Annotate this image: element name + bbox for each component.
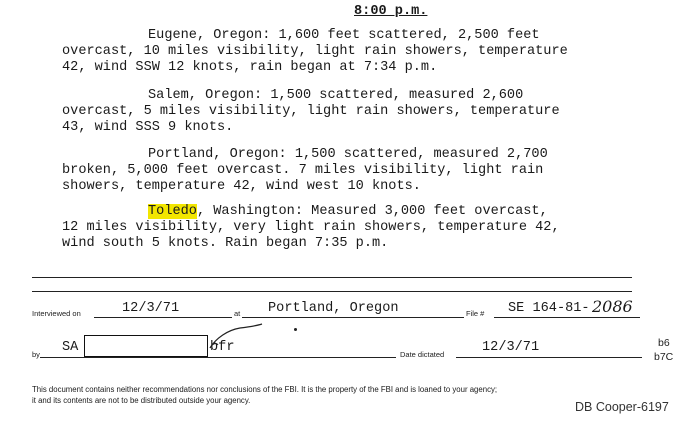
weather-report-eugene bbox=[62, 28, 622, 76]
field-underline bbox=[494, 317, 640, 318]
interviewed-on-value: 12/3/71 bbox=[122, 301, 180, 316]
exemption-code-b7c: b7C bbox=[654, 351, 674, 363]
report-line: 12 miles visibility, very light rain showers, temperature 42, bbox=[62, 220, 560, 235]
weather-report-portland bbox=[62, 147, 622, 195]
report-line: overcast, 5 miles visibility, light rain showers, temperature bbox=[62, 104, 560, 119]
redaction-box bbox=[84, 335, 208, 357]
interviewed-on-label: Interviewed on bbox=[32, 309, 81, 318]
separator-line bbox=[32, 277, 632, 278]
file-number-label: File # bbox=[466, 309, 485, 318]
file-number-value: SE 164-81- bbox=[508, 301, 590, 316]
date-dictated-value: 12/3/71 bbox=[482, 340, 540, 355]
at-value: Portland, Oregon bbox=[268, 301, 399, 316]
weather-report-salem bbox=[62, 88, 622, 136]
report-line: 42, wind SSW 12 knots, rain began at 7:34 p.m. bbox=[62, 60, 438, 75]
weather-report-toledo bbox=[62, 204, 622, 252]
report-first-line: Toledo, Washington: Measured 3,000 feet overcast, bbox=[148, 204, 548, 219]
disclaimer-line-2: it and its contents are not to be distributed outside your agency. bbox=[32, 396, 251, 405]
exemption-code-b6: b6 bbox=[658, 337, 670, 349]
by-suffix: bfr bbox=[210, 340, 235, 355]
at-label: at bbox=[234, 309, 241, 318]
by-label: by bbox=[32, 350, 40, 359]
report-line: 43, wind SSS 9 knots. bbox=[62, 120, 234, 135]
report-first-line: Portland, Oregon: 1,500 scattered, measured 2,700 bbox=[148, 147, 548, 162]
file-number-handwritten: 2086 bbox=[592, 297, 633, 316]
report-line: wind south 5 knots. Rain began 7:35 p.m. bbox=[62, 236, 389, 251]
disclaimer-line-1: This document contains neither recommendations nor conclusions of the FBI. It is the property of the FBI and is loaned to your agency; bbox=[32, 385, 498, 394]
field-underline bbox=[40, 357, 396, 358]
highlighted-place-name: Toledo bbox=[148, 204, 197, 219]
report-line: showers, temperature 42, wind west 10 knots. bbox=[62, 179, 421, 194]
report-line: overcast, 10 miles visibility, light rain showers, temperature bbox=[62, 44, 568, 59]
pen-mark-icon bbox=[206, 318, 264, 352]
field-underline bbox=[242, 317, 464, 318]
separator-line bbox=[32, 291, 632, 292]
by-value: SA bbox=[62, 340, 79, 355]
report-line: broken, 5,000 feet overcast. 7 miles visibility, light rain bbox=[62, 163, 544, 178]
page-heading: 8:00 p.m. bbox=[354, 4, 428, 19]
report-first-line: Salem, Oregon: 1,500 scattered, measured 2,600 bbox=[148, 88, 524, 103]
date-dictated-label: Date dictated bbox=[400, 350, 445, 359]
field-underline bbox=[456, 357, 642, 358]
ink-dot bbox=[294, 328, 297, 331]
document-id-stamp: DB Cooper-6197 bbox=[575, 400, 669, 414]
report-first-line: Eugene, Oregon: 1,600 feet scattered, 2,500 feet bbox=[148, 28, 540, 43]
